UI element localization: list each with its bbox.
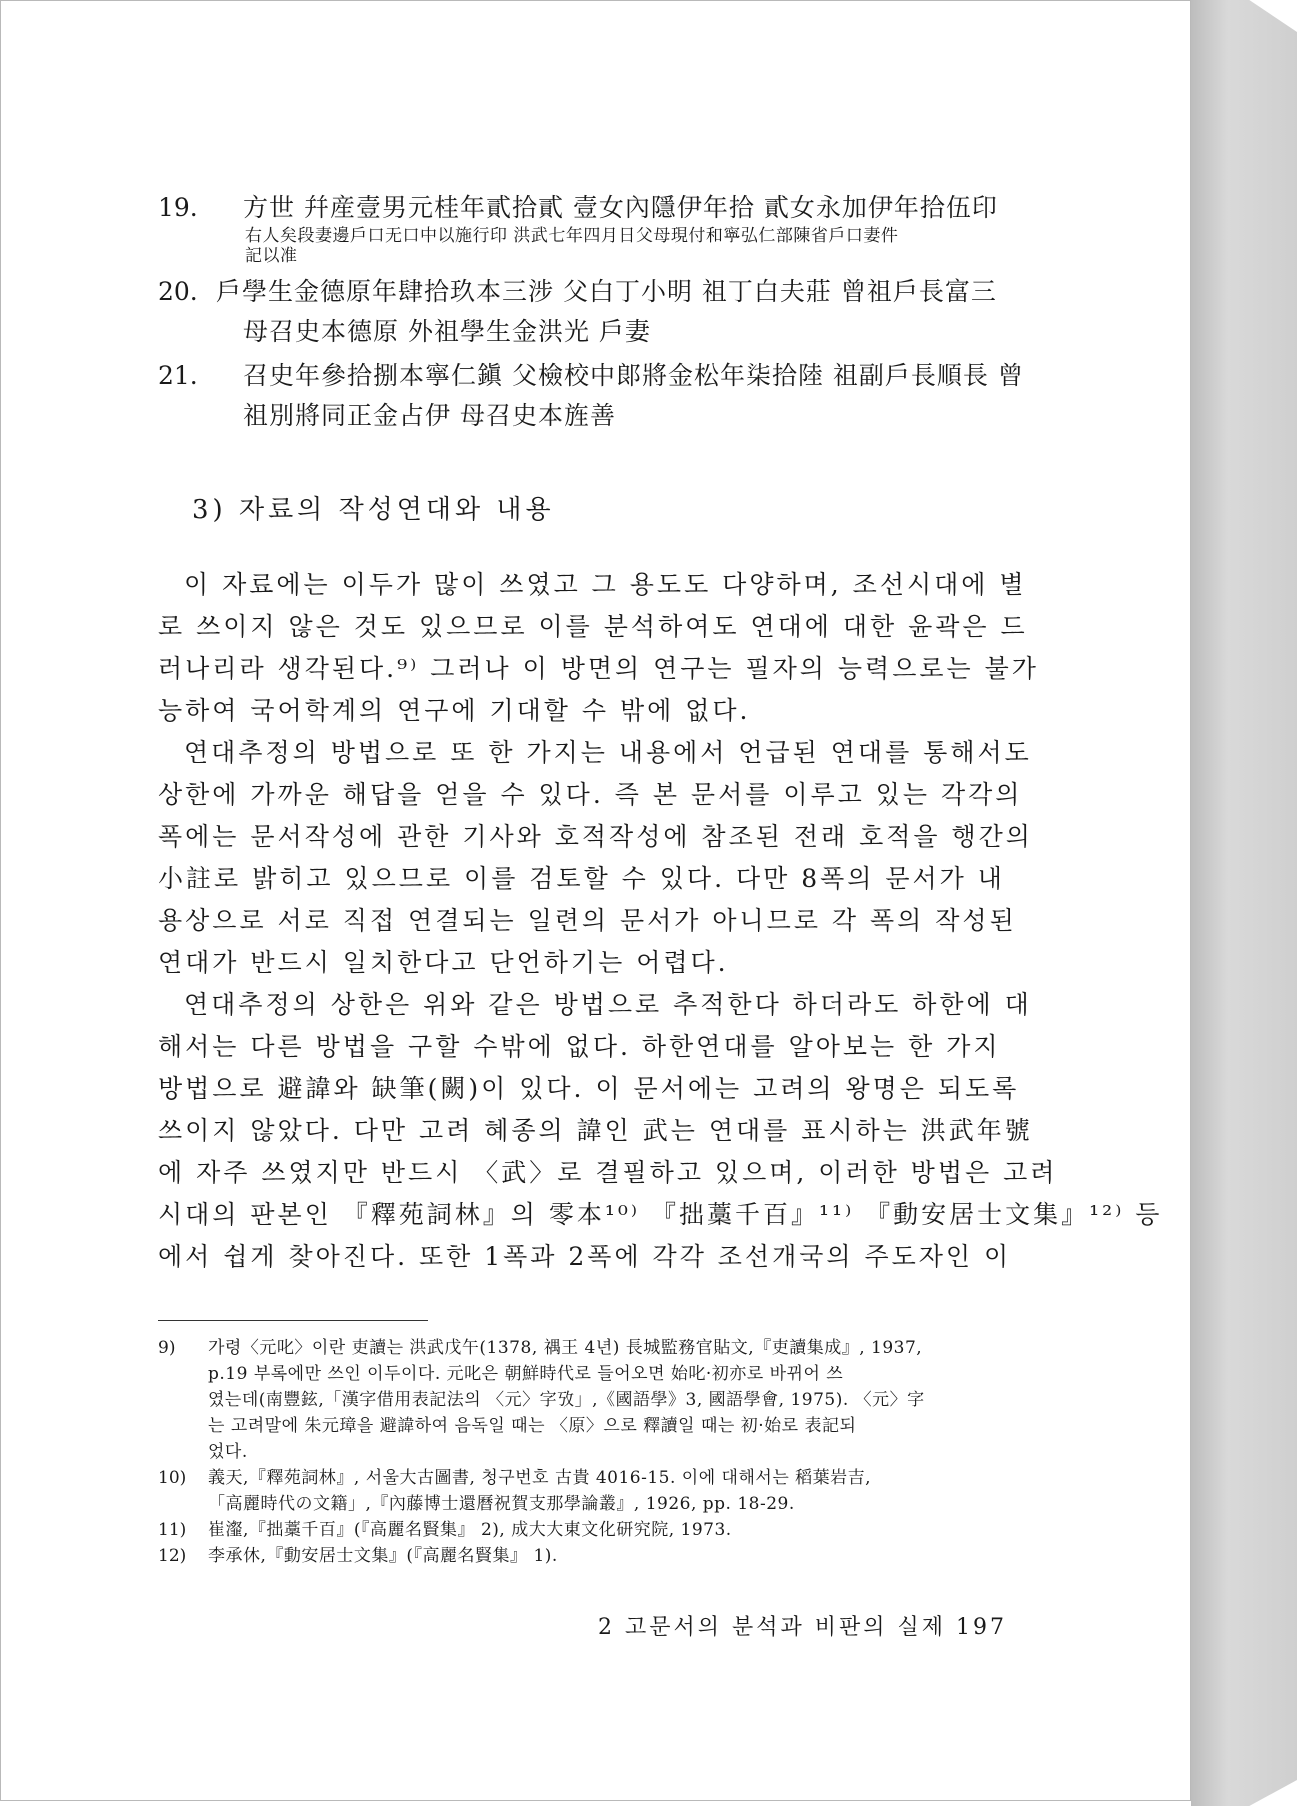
paragraph bbox=[158, 564, 1043, 732]
footnote-divider bbox=[158, 1320, 428, 1321]
entry-number: 19. bbox=[158, 193, 198, 222]
footnote-line: p.19 부록에만 쓰인 이두이다. 元叱은 朝鮮時代로 들어오면 始叱·初亦로 바뀌어 쓰 bbox=[208, 1364, 844, 1384]
paragraph bbox=[158, 984, 1163, 1278]
footnote-12 bbox=[158, 1543, 1043, 1569]
text-line: 방법으로 避諱와 缺筆(闕)이 있다. 이 문서에는 고려의 왕명은 되도록 bbox=[158, 1074, 1020, 1103]
footnote-number: 9) bbox=[158, 1338, 176, 1358]
text-line: 상한에 가까운 해답을 얻을 수 있다. 즉 본 문서를 이루고 있는 각각의 bbox=[158, 780, 1023, 809]
text-line: 연대가 반드시 일치한다고 단언하기는 어렵다. bbox=[158, 948, 729, 977]
entry-small-note: 右人矣段妻邊戶口无口中以施行印 洪武七年四月日父母現付和寧弘仁部陳省戶口妻件 bbox=[245, 226, 899, 246]
footnote-number: 10) bbox=[158, 1468, 187, 1488]
entry-21 bbox=[158, 358, 1043, 434]
text-line: 연대추정의 상한은 위와 같은 방법으로 추적한다 하더라도 하한에 대 bbox=[184, 990, 1032, 1019]
entry-line: 方世 幷産壹男元桂年貳拾貳 壹女內隱伊年拾 貳女永加伊年拾伍印 bbox=[243, 193, 998, 222]
entry-number: 20. bbox=[158, 277, 198, 306]
entry-20 bbox=[158, 274, 1043, 350]
page-content bbox=[158, 190, 1163, 1569]
footnote-line: 崔瀣,『拙藁千百』(『高麗名賢集』 2), 成大大東文化研究院, 1973. bbox=[208, 1520, 732, 1540]
text-line: 에서 쉽게 찾아진다. 또한 1폭과 2폭에 각각 조선개국의 주도자인 이 bbox=[158, 1242, 1012, 1271]
entry-line: 召史年參拾捌本寧仁鎭 父檢校中郞將金松年柒拾陸 祖副戶長順長 曾 bbox=[243, 361, 1024, 390]
footnote-11 bbox=[158, 1517, 1043, 1543]
text-line: 폭에는 문서작성에 관한 기사와 호적작성에 참조된 전래 호적을 행간의 bbox=[158, 822, 1033, 851]
text-line: 능하여 국어학계의 연구에 기대할 수 밖에 없다. bbox=[158, 696, 751, 725]
footnote-number: 12) bbox=[158, 1546, 187, 1566]
section-heading: 3) 자료의 작성연대와 내용 bbox=[192, 495, 555, 525]
footnote-line: 는 고려말에 朱元璋을 避諱하여 음독일 때는 〈原〉으로 釋讀일 때는 初·始로 表記되 bbox=[208, 1416, 857, 1436]
entry-line: 母召史本德原 外祖學生金洪光 戶妻 bbox=[243, 317, 651, 346]
entry-small-note: 記以准 bbox=[245, 246, 298, 266]
footnote-line: 「高麗時代の文籍」,『內藤博士還曆祝賀支那學論叢』, 1926, pp. 18-29. bbox=[208, 1494, 795, 1514]
text-line: 小註로 밝히고 있으므로 이를 검토할 수 있다. 다만 8폭의 문서가 내 bbox=[158, 864, 1005, 893]
footnote-10 bbox=[158, 1465, 1043, 1517]
text-line: 시대의 판본인 『釋苑詞林』의 零本¹⁰⁾ 『拙藁千百』¹¹⁾ 『動安居士文集』¹²⁾ 등 bbox=[158, 1200, 1163, 1229]
entry-number: 21. bbox=[158, 361, 198, 390]
text-line: 해서는 다른 방법을 구할 수밖에 없다. 하한연대를 알아보는 한 가지 bbox=[158, 1032, 1001, 1061]
text-line: 러나리라 생각된다.⁹⁾ 그러나 이 방면의 연구는 필자의 능력으로는 불가 bbox=[158, 654, 1039, 683]
book-edge bbox=[1191, 0, 1297, 1806]
entry-19 bbox=[158, 190, 1043, 266]
paragraph bbox=[158, 732, 1043, 984]
running-footer: 2 고문서의 분석과 비판의 실제 197 bbox=[598, 1615, 1007, 1640]
entry-line: 祖別將同正金占伊 母召史本旌善 bbox=[243, 401, 616, 430]
text-line: 연대추정의 방법으로 또 한 가지는 내용에서 언급된 연대를 통해서도 bbox=[184, 738, 1032, 767]
footnote-number: 11) bbox=[158, 1520, 187, 1540]
body-text bbox=[158, 564, 1163, 1278]
text-line: 로 쓰이지 않은 것도 있으므로 이를 분석하여도 연대에 대한 윤곽은 드 bbox=[158, 612, 1028, 641]
footnote-line: 였는데(南豐鉉,「漢字借用表記法의 〈元〉字攷」,《國語學》3, 國語學會, 1975). 〈元〉字 bbox=[208, 1390, 925, 1410]
text-line: 쓰이지 않았다. 다만 고려 혜종의 諱인 武는 연대를 표시하는 洪武年號 bbox=[158, 1116, 1033, 1145]
footnote-line: 었다. bbox=[208, 1442, 248, 1462]
footnote-line: 義天,『釋苑詞林』, 서울大古圖書, 청구번호 古貴 4016-15. 이에 대해서는 稻葉岩吉, bbox=[208, 1468, 872, 1488]
footnote-9 bbox=[158, 1335, 1043, 1465]
footnotes bbox=[158, 1335, 1043, 1569]
text-line: 에 자주 쓰였지만 반드시 〈武〉로 결필하고 있으며, 이러한 방법은 고려 bbox=[158, 1158, 1058, 1187]
text-line: 이 자료에는 이두가 많이 쓰였고 그 용도도 다양하며, 조선시대에 별 bbox=[184, 570, 1027, 599]
footnote-line: 가령〈元叱〉이란 吏讀는 洪武戊午(1378, 禑王 4년) 長城監務官貼文,『吏讀集成』, 1937, bbox=[208, 1338, 923, 1358]
footnote-line: 李承休,『動安居士文集』(『高麗名賢集』 1). bbox=[208, 1546, 558, 1566]
entry-line: 戶學生金德原年肆拾玖本三涉 父白丁小明 祖丁白夫莊 曾祖戶長富三 bbox=[216, 277, 997, 306]
text-line: 용상으로 서로 직접 연결되는 일련의 문서가 아니므로 각 폭의 작성된 bbox=[158, 906, 1017, 935]
